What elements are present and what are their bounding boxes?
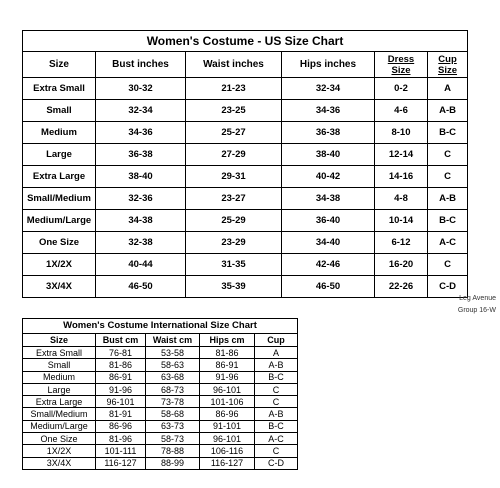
intl-cell-hips: 101-106 [200,396,255,408]
us-cell-hips: 36-40 [282,210,375,232]
intl-header-row [23,334,298,347]
intl-cell-size: Small [23,359,96,371]
us-cell-cup: C [428,254,468,276]
us-cell-hips: 40-42 [282,166,375,188]
table-row [23,210,468,232]
us-cell-cup: B-C [428,210,468,232]
us-cell-cup: A-B [428,188,468,210]
table-row [23,144,468,166]
us-cell-size: One Size [23,232,96,254]
us-cell-waist: 23-29 [186,232,282,254]
table-row [23,78,468,100]
us-cell-dress: 0-2 [375,78,428,100]
us-cell-size: Large [23,144,96,166]
intl-cell-hips: 91-96 [200,371,255,383]
intl-cell-cup: C [255,396,298,408]
us-cell-bust: 32-34 [96,100,186,122]
us-header-hips: Hips inches [282,52,375,78]
intl-cell-cup: A-B [255,408,298,420]
intl-cell-hips: 96-101 [200,383,255,395]
intl-cell-bust: 76-81 [96,347,146,359]
intl-cell-cup: B-C [255,371,298,383]
us-cell-cup: C-D [428,276,468,298]
table-row [23,408,298,420]
group-credit: Group 16-W [457,307,496,314]
intl-cell-size: Small/Medium [23,408,96,420]
us-cell-bust: 38-40 [96,166,186,188]
us-cell-bust: 40-44 [96,254,186,276]
intl-cell-waist: 58-68 [146,408,200,420]
intl-cell-size: 3X/4X [23,457,96,469]
table-row [23,347,298,359]
us-cell-dress: 8-10 [375,122,428,144]
us-cell-cup: B-C [428,122,468,144]
intl-header-cup: Cup [255,334,298,347]
us-cell-hips: 38-40 [282,144,375,166]
intl-cell-waist: 63-68 [146,371,200,383]
us-cell-size: Medium [23,122,96,144]
table-row [23,383,298,395]
intl-cell-bust: 116-127 [96,457,146,469]
us-cell-waist: 29-31 [186,166,282,188]
us-cell-bust: 34-36 [96,122,186,144]
us-cell-dress: 22-26 [375,276,428,298]
us-chart-title: Women's Costume - US Size Chart [23,31,468,52]
intl-cell-hips: 86-91 [200,359,255,371]
us-cell-dress: 4-6 [375,100,428,122]
intl-cell-bust: 81-86 [96,359,146,371]
us-cell-size: 3X/4X [23,276,96,298]
intl-cell-cup: C [255,445,298,457]
intl-cell-cup: A [255,347,298,359]
us-cell-cup: A [428,78,468,100]
intl-header-waist: Waist cm [146,334,200,347]
us-header-dress [375,52,428,78]
intl-cell-hips: 86-96 [200,408,255,420]
us-cell-hips: 32-34 [282,78,375,100]
us-header-dress-top: Dress [387,53,415,65]
us-cell-waist: 23-25 [186,100,282,122]
us-cell-dress: 14-16 [375,166,428,188]
intl-cell-hips: 96-101 [200,433,255,445]
us-cell-hips: 42-46 [282,254,375,276]
us-cell-dress: 4-8 [375,188,428,210]
intl-cell-cup: B-C [255,420,298,432]
intl-cell-hips: 106-116 [200,445,255,457]
us-cell-waist: 31-35 [186,254,282,276]
intl-cell-cup: A-C [255,433,298,445]
intl-cell-waist: 58-73 [146,433,200,445]
us-cell-size: Small/Medium [23,188,96,210]
us-header-size: Size [23,52,96,78]
intl-cell-size: Large [23,383,96,395]
table-row [23,276,468,298]
us-cell-size: Extra Small [23,78,96,100]
intl-cell-hips: 81-86 [200,347,255,359]
table-row [23,122,468,144]
us-cell-bust: 36-38 [96,144,186,166]
intl-cell-size: Extra Small [23,347,96,359]
intl-cell-hips: 91-101 [200,420,255,432]
intl-cell-size: 1X/2X [23,445,96,457]
intl-cell-bust: 101-111 [96,445,146,457]
us-cell-dress: 16-20 [375,254,428,276]
table-row [23,359,298,371]
table-row [23,457,298,469]
brand-credit: Leg Avenue [459,295,496,302]
intl-cell-bust: 96-101 [96,396,146,408]
table-row [23,188,468,210]
intl-cell-size: Medium [23,371,96,383]
intl-cell-cup: C [255,383,298,395]
us-cell-waist: 27-29 [186,144,282,166]
table-row [23,445,298,457]
us-cell-waist: 25-27 [186,122,282,144]
us-cell-bust: 30-32 [96,78,186,100]
us-header-cup-bottom: Size [438,64,458,76]
us-header-bust: Bust inches [96,52,186,78]
us-cell-bust: 32-36 [96,188,186,210]
table-row [23,166,468,188]
us-header-cup [428,52,468,78]
intl-header-size: Size [23,334,96,347]
intl-cell-waist: 53-58 [146,347,200,359]
intl-header-bust: Bust cm [96,334,146,347]
intl-cell-waist: 78-88 [146,445,200,457]
us-cell-hips: 46-50 [282,276,375,298]
us-header-row [23,52,468,78]
us-header-dress-bottom: Size [391,64,411,76]
intl-cell-waist: 88-99 [146,457,200,469]
intl-chart-title: Women's Costume International Size Chart [23,319,298,334]
intl-cell-waist: 58-63 [146,359,200,371]
us-cell-waist: 35-39 [186,276,282,298]
us-cell-waist: 21-23 [186,78,282,100]
us-header-cup-top: Cup [438,53,457,65]
us-cell-hips: 34-40 [282,232,375,254]
us-cell-dress: 12-14 [375,144,428,166]
intl-cell-size: Medium/Large [23,420,96,432]
intl-cell-cup: C-D [255,457,298,469]
intl-cell-waist: 63-73 [146,420,200,432]
us-cell-bust: 32-38 [96,232,186,254]
table-row [23,371,298,383]
us-cell-size: Small [23,100,96,122]
table-row [23,254,468,276]
us-cell-hips: 36-38 [282,122,375,144]
us-cell-size: Medium/Large [23,210,96,232]
us-cell-dress: 6-12 [375,232,428,254]
us-cell-size: 1X/2X [23,254,96,276]
us-cell-dress: 10-14 [375,210,428,232]
intl-cell-size: One Size [23,433,96,445]
us-cell-bust: 46-50 [96,276,186,298]
intl-cell-waist: 73-78 [146,396,200,408]
table-row [23,396,298,408]
intl-cell-hips: 116-127 [200,457,255,469]
us-cell-waist: 23-27 [186,188,282,210]
intl-cell-bust: 86-91 [96,371,146,383]
us-cell-cup: A-B [428,100,468,122]
us-header-waist: Waist inches [186,52,282,78]
intl-cell-size: Extra Large [23,396,96,408]
intl-cell-bust: 81-96 [96,433,146,445]
us-cell-size: Extra Large [23,166,96,188]
intl-cell-bust: 81-91 [96,408,146,420]
intl-header-hips: Hips cm [200,334,255,347]
us-cell-bust: 34-38 [96,210,186,232]
intl-cell-cup: A-B [255,359,298,371]
table-row [23,433,298,445]
table-row [23,420,298,432]
us-cell-cup: A-C [428,232,468,254]
us-cell-cup: C [428,144,468,166]
us-cell-cup: C [428,166,468,188]
us-cell-waist: 25-29 [186,210,282,232]
intl-cell-bust: 91-96 [96,383,146,395]
us-cell-hips: 34-36 [282,100,375,122]
intl-cell-waist: 68-73 [146,383,200,395]
table-row [23,100,468,122]
us-size-chart [22,30,468,298]
us-cell-hips: 34-38 [282,188,375,210]
table-row [23,232,468,254]
international-size-chart [22,318,298,470]
intl-cell-bust: 86-96 [96,420,146,432]
